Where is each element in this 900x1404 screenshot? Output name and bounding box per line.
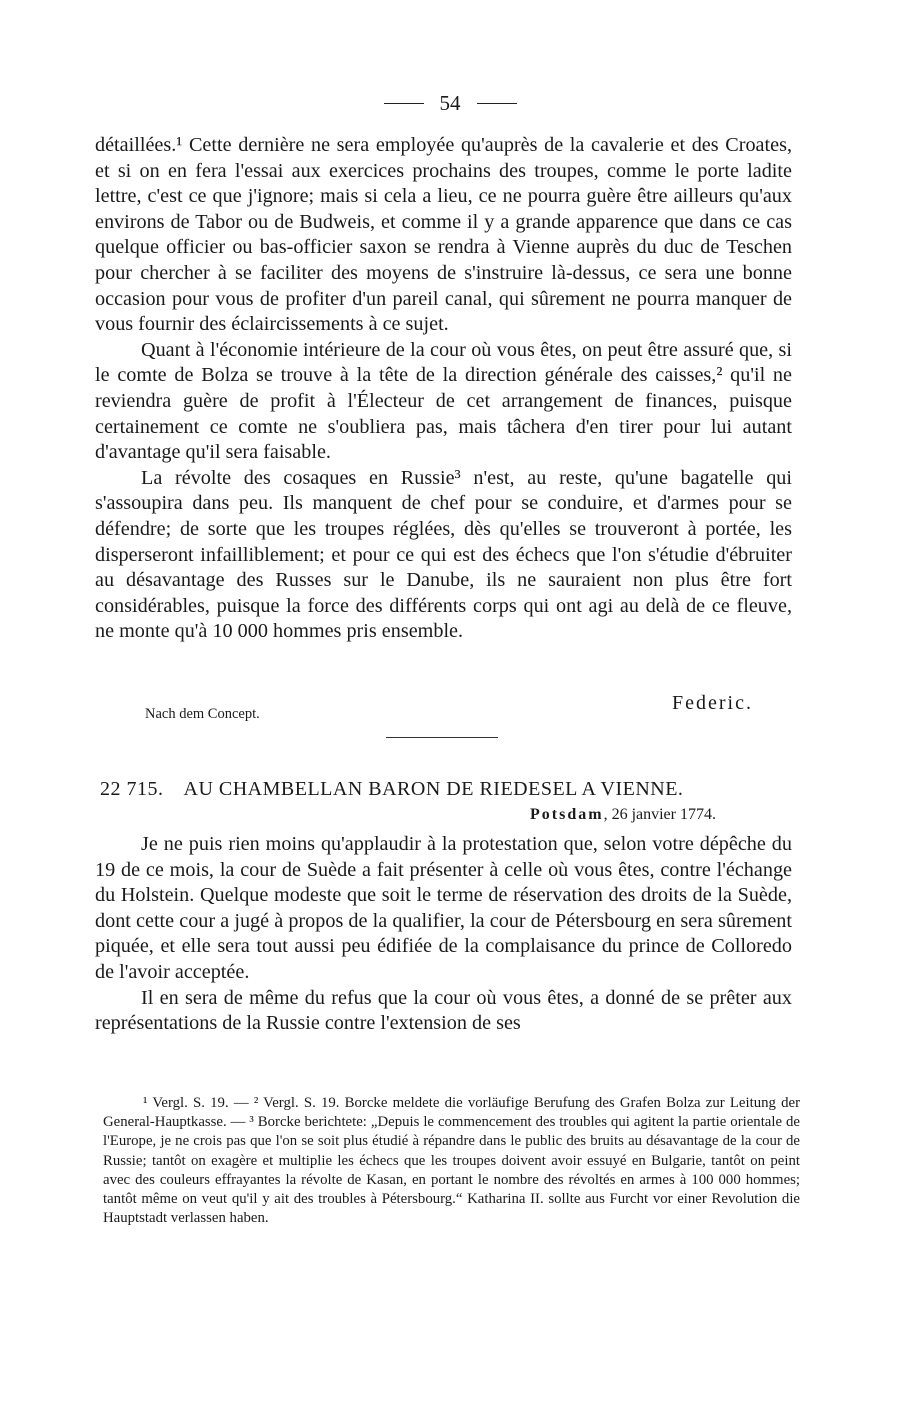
page-header bbox=[0, 88, 900, 118]
header-rule-right bbox=[477, 103, 517, 104]
section-divider bbox=[386, 737, 498, 738]
paragraph: La révolte des cosaques en Russie³ n'est, au reste, qu'une bagatelle qui s'assoupira dans peu. Ils manquent de chef pour se conduire, et d'armes pour se défendre; de sorte que les troupes réglées, dès qu'elles se trouveront à portée, les disperseront infailliblement; et pour ce qui est des échecs que l'on s'étudie d'ébruiter au désavantage des Russes sur le Danube, ils ne sauraient non plus être fort considérables, puisque la force des différents corps qui ont agi au delà de ce fleuve, ne monte qu'à 10 000 hommes pris ensemble. bbox=[95, 466, 792, 643]
page-number: 54 bbox=[439, 90, 461, 115]
letter-body bbox=[95, 832, 792, 1037]
letter-heading bbox=[100, 778, 796, 801]
paragraph: Quant à l'économie intérieure de la cour où vous êtes, on peut être assuré que, si le comte de Bolza se trouve à la tête de la direction générale des caisses,² qu'il ne reviendra guère de profit à l'Électeur de cet arrangement de finances, puisque certainement ce comte ne s'oubliera pas, mais tâchera d'en tirer pour lui autant d'avantage qu'il sera faisable. bbox=[95, 338, 792, 464]
letter-place: Potsdam bbox=[530, 806, 604, 823]
footnotes bbox=[103, 1094, 800, 1228]
signature: Federic. bbox=[672, 692, 753, 714]
dateline bbox=[530, 806, 716, 824]
header-rule-left bbox=[384, 103, 424, 104]
letter-date: , 26 janvier 1774. bbox=[603, 806, 716, 823]
letter-title: AU CHAMBELLAN BARON DE RIEDESEL A VIENNE. bbox=[183, 778, 684, 800]
letter-number: 22 715. bbox=[100, 778, 164, 800]
paragraph: détaillées.¹ Cette dernière ne sera employée qu'auprès de la cavalerie et des Croates, et si on en fera l'essai aux exercices prochains des troupes, comme le porte ladite lettre, c'est ce que j'ignore; mais si cela a lieu, ce ne pourra guère être ailleurs qu'aux environs de Tabor ou de Budweis, et comme il y a grande apparence que dans ce cas quelque officier ou bas-officier saxon se rendra à Vienne auprès du duc de Teschen pour chercher à se faciliter des moyens de s'instruire là-dessus, ce sera une bonne occasion pour vous de profiter d'un pareil canal, qui sûrement ne pourra manquer de vous fournir des éclaircissements à ce sujet. bbox=[95, 134, 792, 336]
paragraph: Je ne puis rien moins qu'applaudir à la protestation que, selon votre dépêche du 19 de ce mois, la cour de Suède a fait présenter à celle où vous êtes, contre l'échange du Holstein. Quelque modeste que soit le terme de réservation des droits de la Suède, dont cette cour a jugé à propos de la qualifier, la cour de Pétersbourg en sera sûrement piquée, et elle sera tout aussi peu édifiée de la complaisance du prince de Colloredo de l'avoir acceptée. bbox=[95, 833, 792, 983]
footnote-text: ¹ Vergl. S. 19. — ² Vergl. S. 19. Borcke meldete die vorläufige Berufung des Grafen Bolza zur Leitung der General-Hauptkasse. — ³ Borcke berichtete: „Depuis le commencement des troubles qui agitent la partie orientale de l'Europe, je ne crois pas que l'on se soit plus étudié à répandre dans le public des bruits au désavantage de la cour de Russie; tantôt on exagère et multiplie les échecs que les troupes doivent avoir essuyé en Bulgarie, tantôt on peint avec des couleurs effrayantes la révolte de Kasan, en portant le nombre des révoltés en armes à 100 000 hommes; tantôt même on veut qu'il y ait des troubles à Pétersbourg.“ Katharina II. sollte aus Furcht vor einer Revolution die Hauptstadt verlassen haben. bbox=[103, 1095, 800, 1227]
previous-letter-body bbox=[95, 133, 792, 645]
paragraph: Il en sera de même du refus que la cour où vous êtes, a donné de se prêter aux représentations de la Russie contre l'extension de ses bbox=[95, 986, 792, 1035]
source-note: Nach dem Concept. bbox=[145, 706, 260, 722]
